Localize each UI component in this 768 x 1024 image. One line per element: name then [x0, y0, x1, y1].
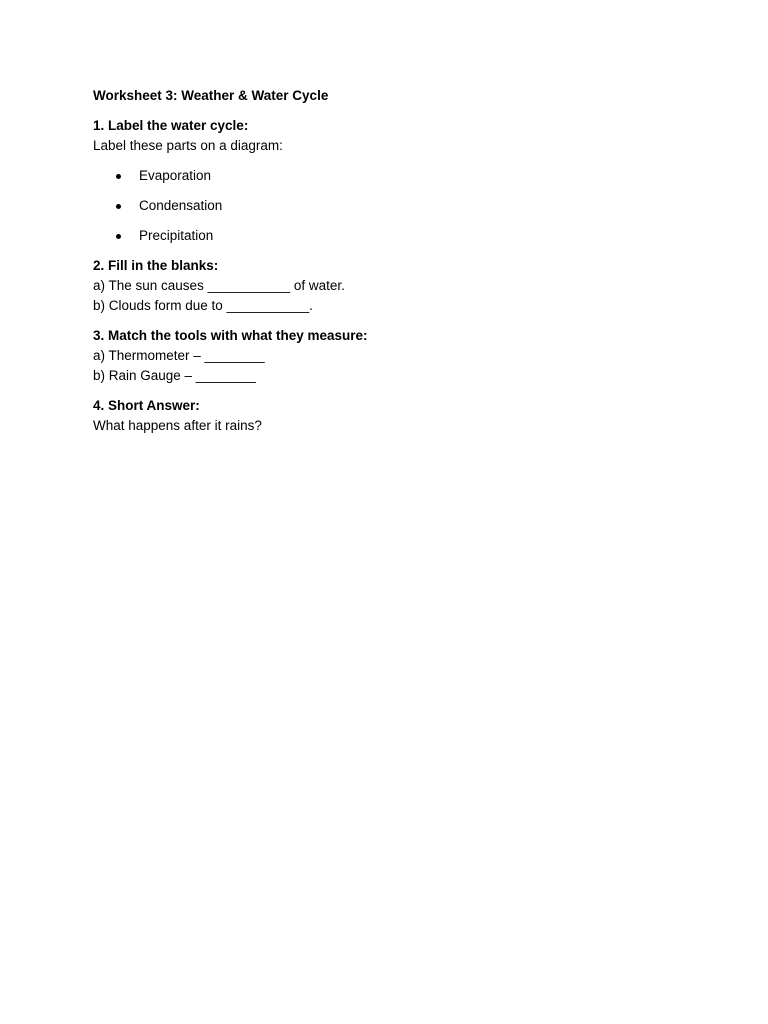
- bullet-icon: [116, 204, 121, 209]
- list-item-label: Evaporation: [139, 168, 212, 183]
- section-label-water-cycle: [93, 116, 693, 246]
- section-heading: 1. Label the water cycle:: [93, 118, 249, 133]
- list-item: [93, 196, 693, 216]
- list-item: [93, 226, 693, 246]
- question-line: a) Thermometer – ________: [93, 348, 265, 363]
- question-line: b) Rain Gauge – ________: [93, 368, 256, 383]
- list-item-label: Precipitation: [139, 228, 214, 243]
- water-cycle-parts-list: [93, 166, 693, 246]
- section-heading: 4. Short Answer:: [93, 398, 200, 413]
- bullet-icon: [116, 234, 121, 239]
- section-fill-in-blanks: [93, 256, 693, 316]
- question-line: What happens after it rains?: [93, 418, 262, 433]
- question-line: a) The sun causes ___________ of water.: [93, 278, 345, 293]
- worksheet-content: [93, 86, 693, 446]
- section-match-tools: [93, 326, 693, 386]
- section-short-answer: [93, 396, 693, 436]
- worksheet-title: Worksheet 3: Weather & Water Cycle: [93, 88, 329, 103]
- list-item: [93, 166, 693, 186]
- section-instruction: Label these parts on a diagram:: [93, 138, 283, 153]
- section-heading: 2. Fill in the blanks:: [93, 258, 219, 273]
- section-heading: 3. Match the tools with what they measure:: [93, 328, 368, 343]
- list-item-label: Condensation: [139, 198, 223, 213]
- question-line: b) Clouds form due to ___________.: [93, 298, 313, 313]
- bullet-icon: [116, 174, 121, 179]
